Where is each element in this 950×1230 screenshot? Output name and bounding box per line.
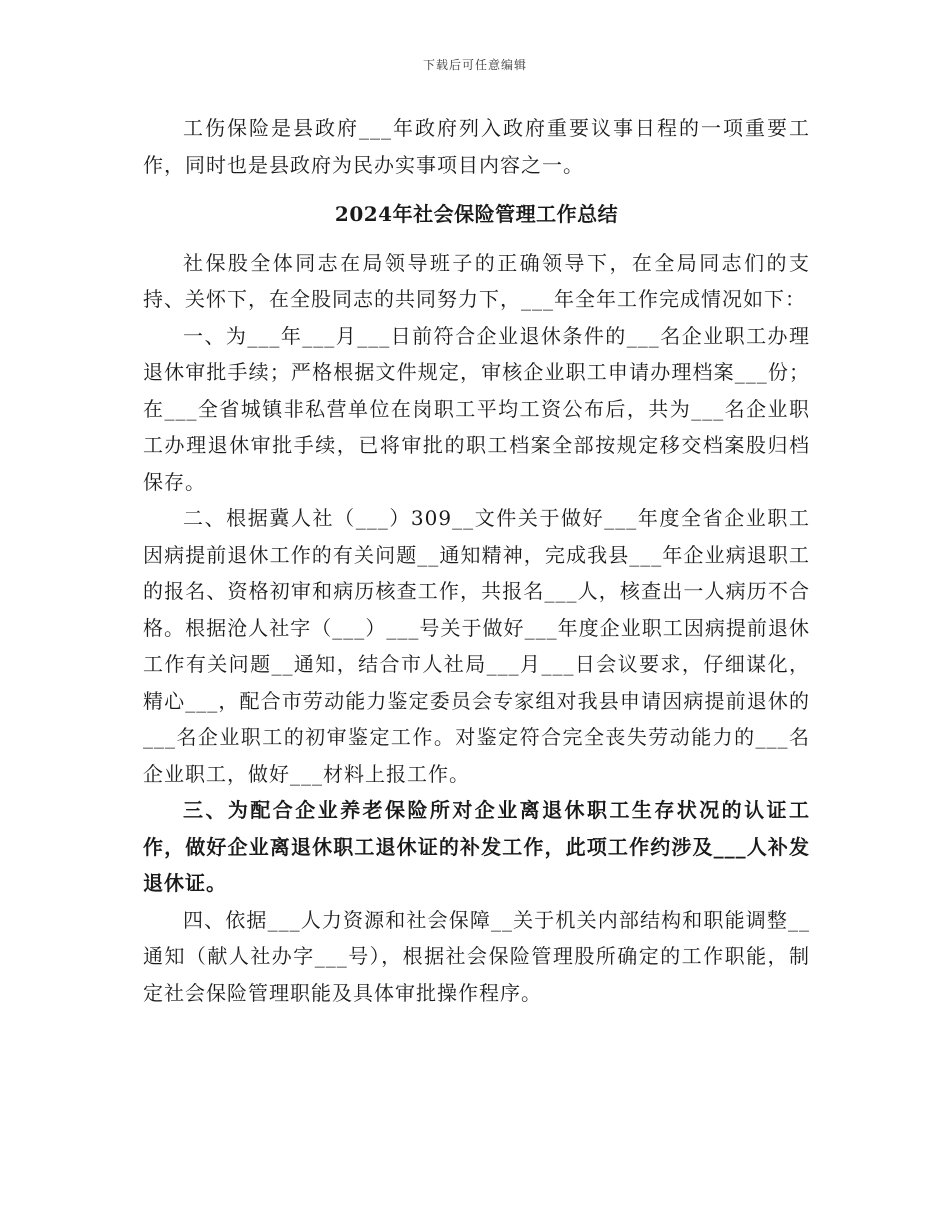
paragraph-item-4: 四、依据___人力资源和社会保障__关于机关内部结构和职能调整__通知（献人社办字___号），根据社会保险管理股所确定的工作职能，制定社会保险管理职能及具体审批操作程序。: [143, 907, 810, 1005]
paragraph-item-3: 三、为配合企业养老保险所对企业离退休职工生存状况的认证工作，做好企业离退休职工退休证的补发工作，此项工作约涉及___人补发退休证。: [143, 798, 810, 895]
paragraph-item-1: 一、为___年___月___日前符合企业退休条件的___名企业职工办理退休审批手续；严格根据文件规定，审核企业职工申请办理档案___份；在___全省城镇非私营单位在岗职工平均工资公布后，共为___名企业职工办理退休审批手续，已将审批的职工档案全部按规定移交档案股归档保存。: [143, 323, 810, 494]
paragraph-item-2: 二、根据冀人社（___）309__文件关于做好___年度全省企业职工因病提前退休工作的有关问题__通知精神，完成我县___年企业病退职工的报名、资格初审和病历核查工作，共报名___人，核查出一人病历不合格。根据沧人社字（___）___号关于做好___年度企业职工因病提前退休工作有关问题__通知，结合市人社局___月___日会议要求，仔细谋化，精心___，配合市劳动能力鉴定委员会专家组对我县申请因病提前退休的___名企业职工的初审鉴定工作。对鉴定符合完全丧失劳动能力的___名企业职工，做好___材料上报工作。: [143, 506, 810, 786]
document-body: [143, 110, 810, 1011]
intro-paragraph: 工伤保险是县政府___年政府列入政府重要议事日程的一项重要工作，同时也是县政府为民办实事项目内容之一。: [143, 116, 810, 177]
header-note: 下载后可任意编辑: [422, 58, 527, 72]
paragraph-opening: 社保股全体同志在局领导班子的正确领导下，在全局同志们的支持、关怀下，在全股同志的共同努力下，___年全年工作完成情况如下：: [143, 250, 810, 311]
document-title: 2024年社会保险管理工作总结: [334, 202, 619, 226]
